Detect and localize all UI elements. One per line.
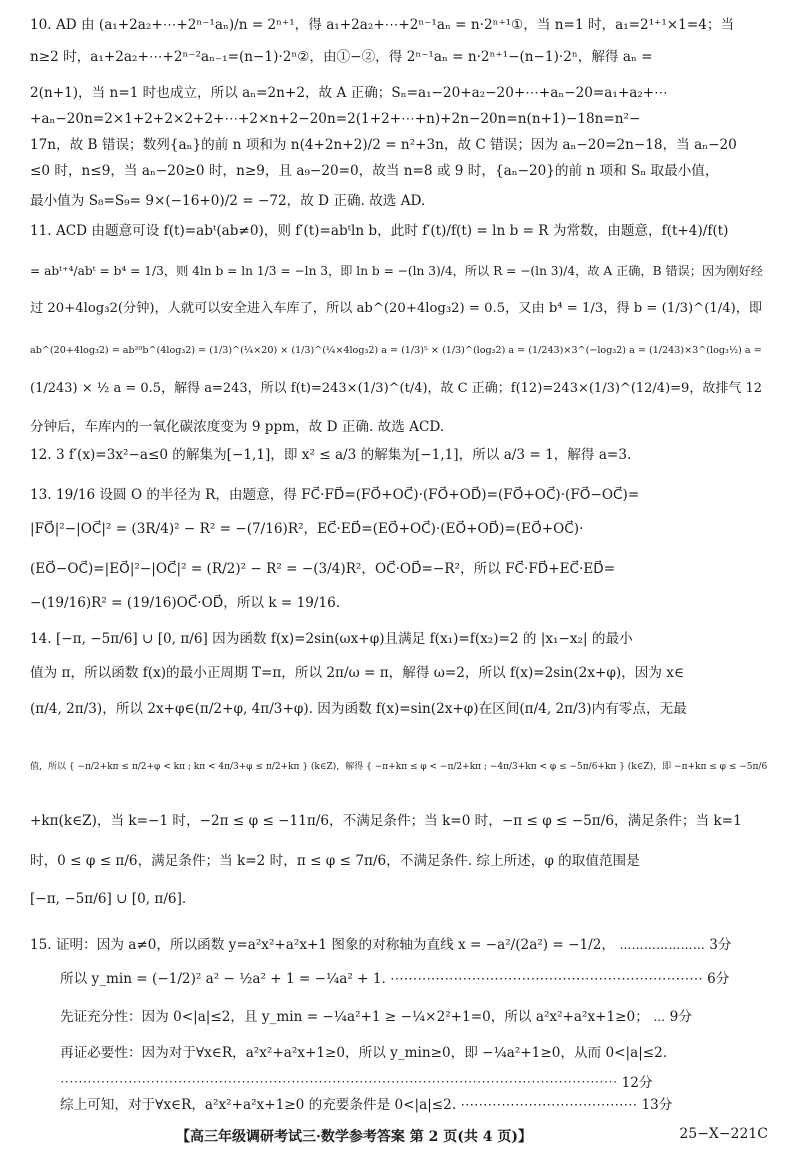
answer-line-q14-l1: 14. [−π, −5π/6] ∪ [0, π/6] 因为函数 f(x)=2sin(ωx+φ)且满足 f(x₁)=f(x₂)=2 的 |x₁−x₂| 的最小 — [30, 631, 633, 647]
answer-line-q10-l2: n≥2 时，a₁+2a₂+⋯+2ⁿ⁻²aₙ₋₁=(n−1)·2ⁿ②，由①−②，得 2ⁿ⁻¹aₙ = n·2ⁿ⁺¹−(n−1)·2ⁿ，解得 aₙ = — [30, 49, 653, 65]
answer-line-q10-l3: 2(n+1)，当 n=1 时也成立，所以 aₙ=2n+2，故 A 正确；Sₙ=a₁−20+a₂−20+⋯+aₙ−20=a₁+a₂+⋯ — [30, 85, 668, 101]
answer-line-q15-l2: 所以 y_min = (−1/2)² a² − ½a² + 1 = −¼a² + 1. ⋯⋯⋯⋯⋯⋯⋯⋯⋯⋯⋯⋯⋯⋯⋯⋯⋯⋯⋯⋯⋯⋯⋯ 6分 — [60, 971, 730, 987]
answer-line-q11-l3: 过 20+4log₃2(分钟)，人就可以安全进入车库了，所以 ab^(20+4log₃2) = 0.5，又由 b⁴ = 1/3，得 b = (1/3)^(1/4)，即 — [30, 301, 763, 316]
answer-line-q13-l2: |FO⃗|²−|OC⃗|² = (3R/4)² − R² = −(7/16)R²，EC⃗·ED⃗=(EO⃗+OC⃗)·(EO⃗+OD⃗)=(EO⃗+OC⃗)· — [30, 521, 584, 537]
footer-code: 25−X−221C — [679, 1126, 768, 1142]
answer-line-q15-l5: ⋯⋯⋯⋯⋯⋯⋯⋯⋯⋯⋯⋯⋯⋯⋯⋯⋯⋯⋯⋯⋯⋯⋯⋯⋯⋯⋯⋯⋯⋯⋯⋯⋯⋯⋯⋯⋯⋯⋯⋯⋯ 12分 — [60, 1075, 653, 1091]
answer-line-q10-l7: 最小值为 S₈=S₉= 9×(−16+0)/2 = −72，故 D 正确. 故选 AD. — [30, 193, 426, 209]
footer-title: 【高三年级调研考试三·数学参考答案 第 2 页(共 4 页)】 — [176, 1129, 532, 1145]
answer-line-q13-l3: (EO⃗−OC⃗)=|EO⃗|²−|OC⃗|² = (R/2)² − R² = −(3/4)R²，OC⃗·OD⃗=−R²，所以 FC⃗·FD⃗+EC⃗·ED⃗= — [30, 561, 616, 577]
answer-line-q14-l3: (π/4, 2π/3)，所以 2x+φ∈(π/2+φ, 4π/3+φ). 因为函数 f(x)=sin(2x+φ)在区间(π/4, 2π/3)内有零点，无最 — [30, 701, 687, 717]
answer-line-q15-l3: 先证充分性：因为 0<|a|≤2，且 y_min = −¼a²+1 ≥ −¼×2²+1=0，所以 a²x²+a²x+1≥0； ⋯ 9分 — [60, 1009, 692, 1025]
answer-line-q13-l1: 13. 19/16 设圆 O 的半径为 R，由题意，得 FC⃗·FD⃗=(FO⃗+OC⃗)·(FO⃗+OD⃗)=(FO⃗+OC⃗)·(FO⃗−OC⃗)= — [30, 487, 640, 503]
answer-line-q11-l6: 分钟后，车库内的一氧化碳浓度变为 9 ppm，故 D 正确. 故选 ACD. — [30, 419, 445, 435]
answer-line-q13-l4: −(19/16)R² = (19/16)OC⃗·OD⃗，所以 k = 19/16. — [30, 595, 341, 611]
answer-line-q10-l6: ≤0 时，n≤9，当 aₙ−20≥0 时，n≥9，且 a₉−20=0，故当 n=8 或 9 时，{aₙ−20}的前 n 项和 Sₙ 取最小值， — [30, 163, 719, 179]
answer-line-q11-l5: (1/243) × ½ a = 0.5，解得 a=243，所以 f(t)=243×(1/3)^(t/4)，故 C 正确；f(12)=243×(1/3)^(12/4)=9，故排气 12 — [30, 381, 762, 396]
answer-line-q11-l2: = abᵗ⁺⁴/abᵗ = b⁴ = 1/3，则 4ln b = ln 1/3 = −ln 3，即 ln b = −(ln 3)/4，所以 R = −(ln 3)/4，故 A 正确，B 错误；因为刚好经 — [30, 264, 763, 278]
answer-line-q10-l1: 10. AD 由 (a₁+2a₂+⋯+2ⁿ⁻¹aₙ)/n = 2ⁿ⁺¹，得 a₁+2a₂+⋯+2ⁿ⁻¹aₙ = n·2ⁿ⁺¹①，当 n=1 时，a₁=2¹⁺¹×1=4；当 — [30, 17, 735, 33]
answer-line-q15-l4: 再证必要性：因为对于∀x∈R，a²x²+a²x+1≥0，所以 y_min≥0，即 −¼a²+1≥0，从而 0<|a|≤2. — [60, 1045, 668, 1061]
answer-line-q14-l7: [−π, −5π/6] ∪ [0, π/6]. — [30, 891, 187, 907]
answer-line-q10-l5: 17n，故 B 错误；数列{aₙ}的前 n 项和为 n(4+2n+2)/2 = n²+3n，故 C 错误；因为 aₙ−20=2n−18，当 aₙ−20 — [30, 137, 737, 153]
answer-line-q11-l1: 11. ACD 由题意可设 f(t)=abᵗ(ab≠0)，则 f′(t)=abᵗln b，此时 f′(t)/f(t) = ln b = R 为常数，由题意，f(t+4)/f(t) — [30, 223, 729, 239]
answer-line-q14-l6: 时，0 ≤ φ ≤ π/6，满足条件；当 k=2 时，π ≤ φ ≤ 7π/6，不满足条件. 综上所述，φ 的取值范围是 — [30, 853, 640, 869]
answer-line-q15-l1: 15. 证明：因为 a≠0，所以函数 y=a²x²+a²x+1 图象的对称轴为直线 x = −a²/(2a²) = −1/2， ⋯⋯⋯⋯⋯⋯⋯ 3分 — [30, 937, 732, 953]
answer-line-q10-l4: +aₙ−20n=2×1+2+2×2+2+⋯+2×n+2−20n=2(1+2+⋯+n)+2n−20n=n(n+1)−18n=n²− — [30, 111, 641, 127]
answer-line-q14-l4: 值，所以 { −π/2+kπ ≤ π/2+φ < kπ ; kπ < 4π/3+φ ≤ π/2+kπ } (k∈Z)，解得 { −π+kπ ≤ φ < −π/2+kπ ; −4π/3+kπ < φ ≤ −5π/6+kπ } (k∈Z)，即 −π+kπ ≤ φ ≤ −5π/6 — [30, 762, 768, 772]
answer-line-q14-l2: 值为 π，所以函数 f(x)的最小正周期 T=π，所以 2π/ω = π，解得 ω=2，所以 f(x)=2sin(2x+φ)，因为 x∈ — [30, 665, 685, 681]
answer-line-q14-l5: +kπ(k∈Z)，当 k=−1 时，−2π ≤ φ ≤ −11π/6，不满足条件；当 k=0 时，−π ≤ φ ≤ −5π/6，满足条件；当 k=1 — [30, 813, 742, 829]
answer-line-q15-l6: 综上可知，对于∀x∈R，a²x²+a²x+1≥0 的充要条件是 0<|a|≤2. ⋯⋯⋯⋯⋯⋯⋯⋯⋯⋯⋯⋯⋯ 13分 — [60, 1097, 673, 1113]
answer-line-q12-l1: 12. 3 f′(x)=3x²−a≤0 的解集为[−1,1]，即 x² ≤ a/3 的解集为[−1,1]，所以 a/3 = 1，解得 a=3. — [30, 447, 632, 463]
answer-line-q11-l4: ab^(20+4log₃2) = ab²⁰b^(4log₃2) = (1/3)^(¼×20) × (1/3)^(¼×4log₃2) a = (1/3)⁵ × (1/3)^(log₃2) a = (1/243)×3^(−log₃2) a = (1/243)×3^(log₃½) a = — [30, 345, 762, 356]
